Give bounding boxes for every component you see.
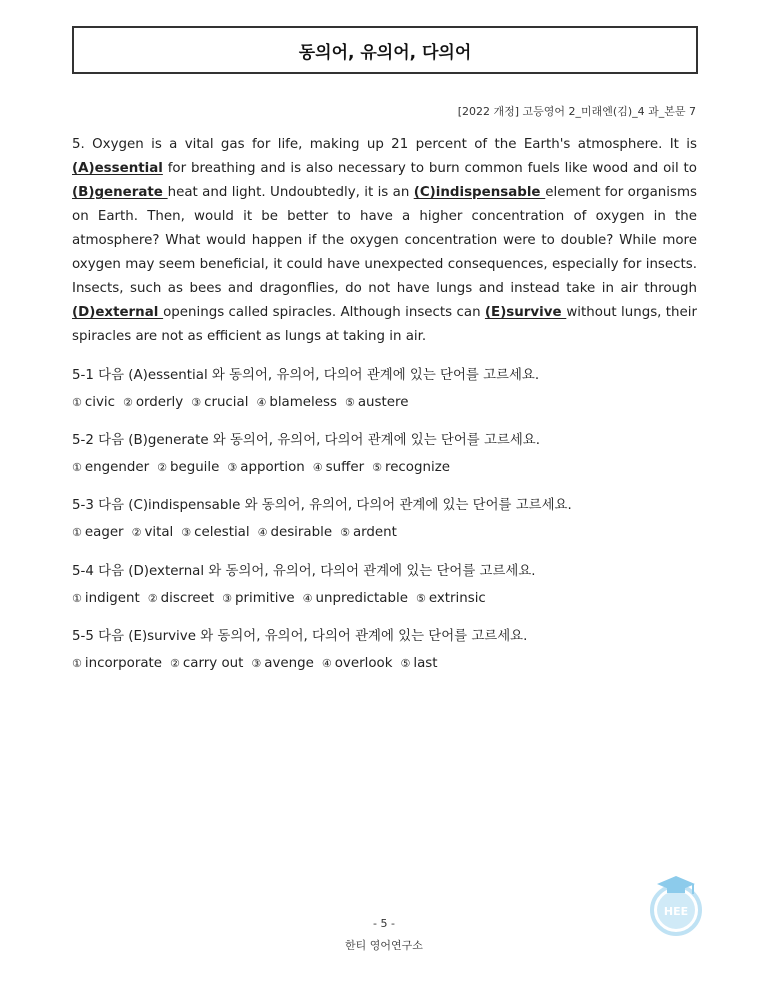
option-number: ② bbox=[170, 657, 180, 670]
answer-option[interactable] bbox=[132, 525, 174, 540]
source-label: [2022 개정] 고등영어 2_미래엔(김)_4 과_본문 7 bbox=[457, 105, 696, 118]
passage-text: for breathing and is also necessary to burn common fuels like wood and oil to bbox=[162, 161, 697, 176]
answer-option[interactable] bbox=[181, 525, 249, 540]
option-number: ⑤ bbox=[372, 461, 382, 474]
option-word: avenge bbox=[264, 656, 314, 671]
answer-option[interactable] bbox=[400, 656, 437, 671]
passage bbox=[72, 133, 697, 349]
option-number: ① bbox=[72, 592, 82, 605]
option-word: beguile bbox=[169, 460, 220, 475]
option-number: ④ bbox=[256, 396, 267, 409]
answer-options bbox=[72, 458, 712, 478]
option-number: ① bbox=[72, 657, 82, 670]
question-text: 5-4 다음 (D)external 와 동의어, 유의어, 다의어 관계에 있는 단어를 고르세요. bbox=[72, 564, 536, 579]
option-word: last bbox=[413, 656, 438, 671]
option-word: desirable bbox=[270, 525, 333, 540]
answer-option[interactable] bbox=[372, 460, 450, 475]
option-word: extrinsic bbox=[428, 591, 486, 606]
answer-option[interactable] bbox=[258, 525, 332, 540]
option-number: ③ bbox=[191, 396, 202, 409]
passage-text: element for organisms on Earth. Then, would it be better to have a higher concentration of oxygen in the atmosphere? What would happen if the oxygen concentration were to double? While more oxygen may seem beneficial, it could have unexpected consequences, especially for insects. Insects, such as bees and dragonflies, do not have lungs and instead take in air through bbox=[72, 185, 698, 296]
highlighted-word: (B)generate bbox=[72, 185, 168, 200]
question-text: 5-3 다음 (C)indispensable 와 동의어, 유의어, 다의어 관계에 있는 단어를 고르세요. bbox=[72, 498, 572, 513]
option-number: ④ bbox=[312, 461, 323, 474]
option-word: celestial bbox=[194, 525, 250, 540]
option-word: overlook bbox=[334, 656, 393, 671]
option-word: austere bbox=[357, 395, 409, 410]
answer-option[interactable] bbox=[303, 591, 408, 606]
title-box bbox=[72, 26, 698, 74]
passage-text: 5. Oxygen is a vital gas for life, making up 21 percent of the Earth's atmosphere. It is bbox=[72, 137, 697, 152]
option-word: orderly bbox=[135, 395, 184, 410]
option-number: ④ bbox=[257, 526, 268, 539]
question-text: 5-5 다음 (E)survive 와 동의어, 유의어, 다의어 관계에 있는 단어를 고르세요. bbox=[72, 629, 528, 644]
answer-option[interactable] bbox=[256, 395, 337, 410]
option-word: incorporate bbox=[84, 656, 163, 671]
option-number: ② bbox=[122, 396, 133, 409]
option-word: vital bbox=[144, 525, 174, 540]
option-number: ⑤ bbox=[340, 526, 350, 539]
passage-text: heat and light. Undoubtedly, it is an bbox=[167, 185, 414, 200]
logo-text: HEE bbox=[663, 905, 689, 918]
option-number: ⑤ bbox=[344, 396, 355, 409]
option-word: carry out bbox=[182, 656, 244, 671]
highlighted-word: (E)survive bbox=[484, 305, 567, 320]
answer-option[interactable] bbox=[157, 460, 219, 475]
answer-options bbox=[72, 523, 712, 543]
highlighted-word: (C)indispensable bbox=[413, 185, 546, 200]
option-number: ① bbox=[72, 526, 82, 539]
answer-option[interactable] bbox=[313, 460, 364, 475]
option-number: ③ bbox=[227, 461, 238, 474]
page-number: - 5 - bbox=[373, 917, 395, 930]
option-number: ⑤ bbox=[400, 657, 411, 670]
highlighted-word: (D)external bbox=[72, 305, 164, 320]
question-5 bbox=[72, 627, 712, 674]
option-word: recognize bbox=[384, 460, 450, 475]
answer-option[interactable] bbox=[340, 525, 397, 540]
option-word: suffer bbox=[325, 460, 365, 475]
option-number: ② bbox=[157, 461, 167, 474]
option-number: ② bbox=[131, 526, 142, 539]
answer-options bbox=[72, 393, 712, 413]
answer-options bbox=[72, 654, 712, 674]
page-title: 동의어, 유의어, 다의어 bbox=[298, 42, 472, 63]
option-word: primitive bbox=[235, 591, 295, 606]
answer-option[interactable] bbox=[345, 395, 408, 410]
answer-option[interactable] bbox=[170, 656, 243, 671]
option-number: ③ bbox=[181, 526, 192, 539]
answer-option[interactable] bbox=[191, 395, 248, 410]
answer-options bbox=[72, 589, 712, 609]
answer-option[interactable] bbox=[72, 591, 140, 606]
option-number: ③ bbox=[222, 592, 233, 605]
option-word: engender bbox=[84, 460, 150, 475]
option-word: unpredictable bbox=[315, 591, 408, 606]
option-number: ④ bbox=[321, 657, 332, 670]
answer-option[interactable] bbox=[251, 656, 313, 671]
answer-option[interactable] bbox=[222, 591, 295, 606]
question-2 bbox=[72, 431, 712, 478]
option-word: crucial bbox=[204, 395, 249, 410]
option-number: ② bbox=[147, 592, 158, 605]
answer-option[interactable] bbox=[72, 656, 162, 671]
option-word: eager bbox=[84, 525, 124, 540]
option-word: blameless bbox=[269, 395, 337, 410]
answer-option[interactable] bbox=[148, 591, 214, 606]
option-word: apportion bbox=[240, 460, 305, 475]
option-number: ⑤ bbox=[415, 592, 426, 605]
answer-option[interactable] bbox=[72, 525, 124, 540]
passage-text: without lungs, their spiracles are not as efficient as lungs at taking in air. bbox=[72, 305, 697, 344]
option-word: civic bbox=[84, 395, 115, 410]
answer-option[interactable] bbox=[227, 460, 304, 475]
answer-option[interactable] bbox=[416, 591, 486, 606]
option-number: ③ bbox=[251, 657, 262, 670]
question-text: 5-1 다음 (A)essential 와 동의어, 유의어, 다의어 관계에 있는 단어를 고르세요. bbox=[72, 368, 540, 383]
question-4 bbox=[72, 562, 712, 609]
answer-option[interactable] bbox=[123, 395, 183, 410]
highlighted-word: (A)essential bbox=[72, 161, 163, 176]
hee-logo bbox=[645, 872, 707, 938]
answer-option[interactable] bbox=[322, 656, 393, 671]
option-number: ④ bbox=[302, 592, 313, 605]
footer-text: 한티 영어연구소 bbox=[345, 939, 423, 952]
option-word: discreet bbox=[160, 591, 215, 606]
option-word: ardent bbox=[352, 525, 397, 540]
question-3 bbox=[72, 496, 712, 543]
question-text: 5-2 다음 (B)generate 와 동의어, 유의어, 다의어 관계에 있는 단어를 고르세요. bbox=[72, 433, 540, 448]
passage-text: openings called spiracles. Although insects can bbox=[163, 305, 485, 320]
option-number: ① bbox=[72, 396, 82, 409]
answer-option[interactable] bbox=[72, 460, 149, 475]
option-number: ① bbox=[72, 461, 82, 474]
question-1 bbox=[72, 366, 712, 413]
answer-option[interactable] bbox=[72, 395, 115, 410]
option-word: indigent bbox=[84, 591, 140, 606]
